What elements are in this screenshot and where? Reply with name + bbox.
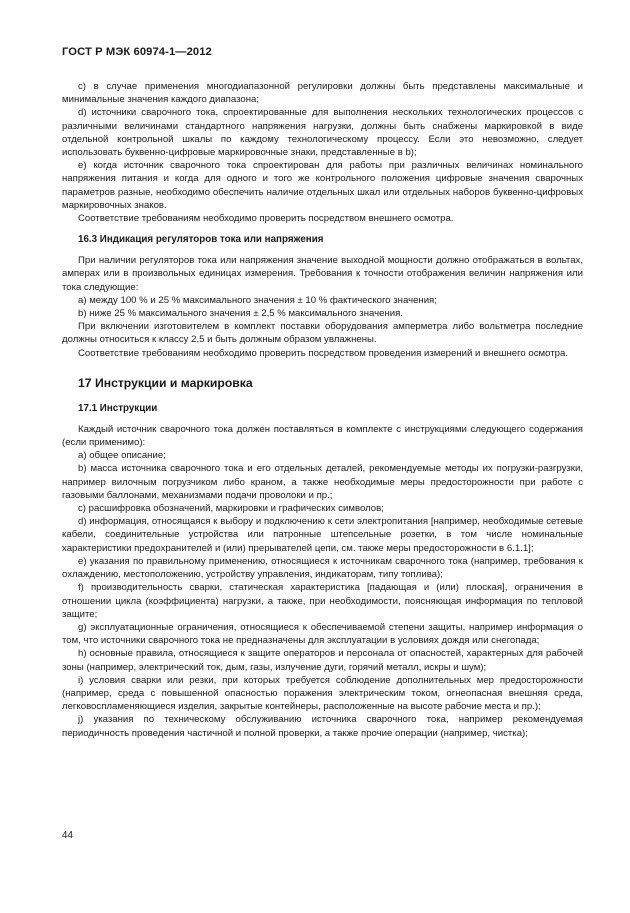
paragraph: a) общее описание; <box>78 450 166 462</box>
section-heading-17-1: 17.1 Инструкции <box>78 402 158 414</box>
paragraph: Каждый источник сварочного тока должен поставляться в комплекте с инструкциями следующего содержания (если применимо): <box>62 423 583 449</box>
paragraph: j) указания по техническому обслуживанию источника сварочного тока, например рекомендуемая периодичность проведения частичной и полной проверки, а также прочие операции (например, чистка); <box>62 714 583 739</box>
paragraph: b) масса источника сварочного тока и его отдельных деталей, рекомендуемые методы их погрузки-разгрузки, например вилочным погрузчиком либо краном, а также необходимые меры предосторожности при работе с газовыми баллонами, механизмами подачи проволоки и пр.; <box>62 463 583 501</box>
paragraph: d) информация, относящаяся к выбору и подключению к сети электропитания [например, необходимые сетевые кабели, соединительные устройства или патронные штепсельные розетки, в том числе номинальные характеристики предохранителей и (или) прерывателей цепи, см. также меры предосторожности в 6.1.1]; <box>62 516 583 554</box>
paragraph: d) источники сварочного тока, спроектированные для выполнения нескольких технологических процессов с различными величинами стандартного напряжения нагрузки, должны быть снабжены маркировкой в виде отдельной контрольной шкалы по каждому технологическому процессу. Если это невозможно, следует использовать буквенно-цифровые маркировочные знаки, представленные в b); <box>62 107 583 159</box>
paragraph: c) в случае применения многодиапазонной регулировки должны быть представлены максимальные и минимальные значения каждого диапазона; <box>62 81 583 106</box>
paragraph: h) основные правила, относящиеся к защите операторов и персонала от опасностей, характерных для рабочей зоны (например, электрический ток, дым, газы, излучение дуги, горячий металл, искры и шум); <box>62 648 583 673</box>
paragraph: a) между 100 % и 25 % максимального значения ± 10 % фактического значения; <box>78 294 437 306</box>
paragraph: При наличии регуляторов тока или напряжения значение выходной мощности должно отображаться в вольтах, амперах или в произвольных единицах измерения. Требования к точности отображения величин напряжения или тока следующие: <box>62 255 583 293</box>
paragraph: Соответствие требованиям необходимо проверить посредством внешнего осмотра. <box>78 213 454 225</box>
document-body <box>62 80 583 740</box>
paragraph: g) эксплуатационные ограничения, относящиеся к обеспечиваемой степени защиты, например информация о том, что источники сварочного тока не предназначены для эксплуатации в условиях дождя или снегопада; <box>62 621 583 647</box>
paragraph: e) когда источник сварочного тока спроектирован для работы при различных величинах номинального напряжения питания и когда для одного и того же контрольного положения цифровые значения сварочных параметров разные, необходимо обеспечить наличие отдельных шкал или отдельных наборов буквенно-цифровых маркировочных знаков. <box>62 160 583 211</box>
paragraph: f) производительность сварки, статическая характеристика [падающая и (или) плоская], ограничения в отношении цикла (коэффициента) нагрузки, а также, при необходимости, поясняющая информация по тепловой защите; <box>62 582 583 620</box>
paragraph: c) расшифровка обозначений, маркировки и графических символов; <box>78 503 384 515</box>
document-header: ГОСТ Р МЭК 60974-1—2012 <box>62 46 212 58</box>
page-number: 44 <box>62 830 73 841</box>
paragraph: e) указания по правильному применению, относящиеся к источникам сварочного тока (например, требования к охлаждению, местоположению, устройству управления, индикаторам, типу топлива); <box>62 555 583 581</box>
paragraph: i) условия сварки или резки, при которых требуется соблюдение дополнительных мер предосторожности (например, среда с повышенной опасностью поражения электрическим током, огнеопасная внешняя среда, легковоспламеняющиеся изделия, закрытые контейнеры, расположенные на высоте рабочие места и пр.); <box>62 674 583 713</box>
section-heading-17: 17 Инструкции и маркировка <box>78 375 253 390</box>
paragraph: b) ниже 25 % максимального значения ± 2,5 % максимального значения. <box>78 308 403 320</box>
paragraph: Соответствие требованиям необходимо проверить посредством проведения измерений и внешнего осмотра. <box>78 347 568 359</box>
paragraph: При включении изготовителем в комплект поставки оборудования амперметра либо вольтметра последние должны относиться к классу 2,5 и быть должным образом увлажнены. <box>62 321 583 346</box>
section-heading-16-3: 16.3 Индикация регуляторов тока или напряжения <box>78 234 324 246</box>
